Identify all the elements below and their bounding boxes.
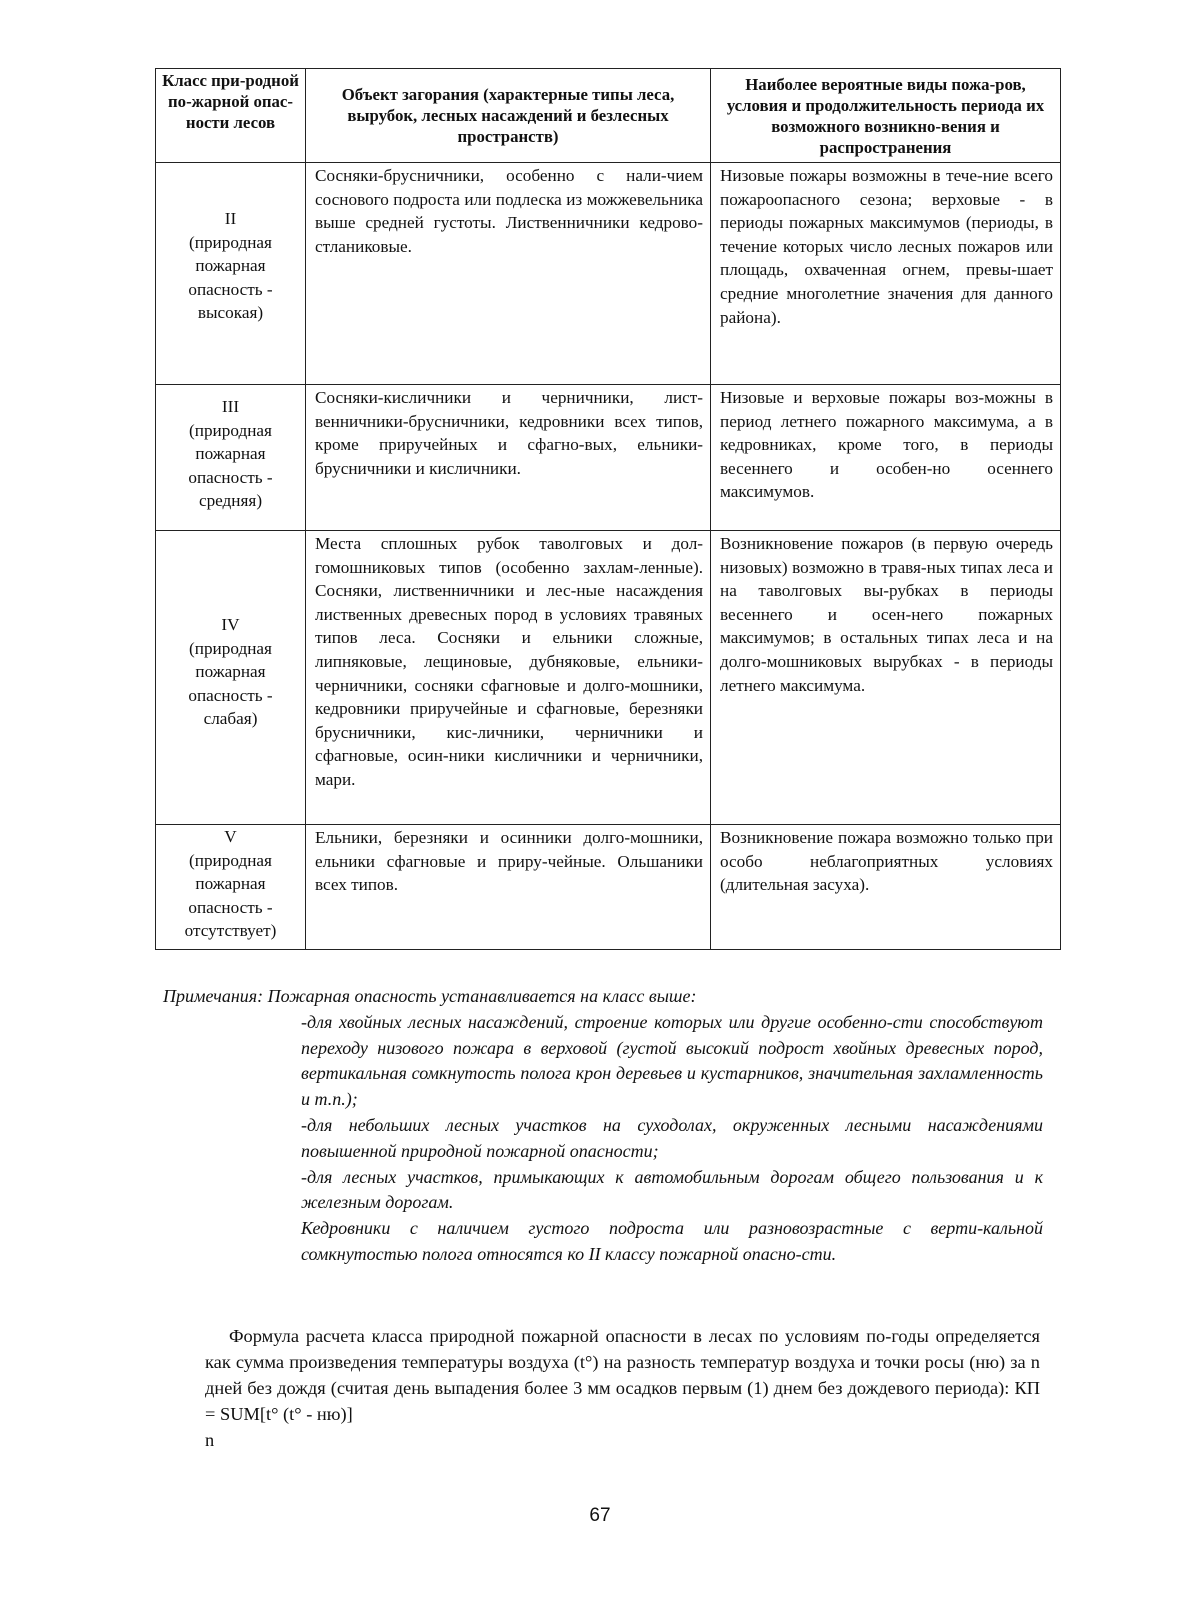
notes-block xyxy=(163,984,1043,1268)
class-desc-line: опасность - xyxy=(188,279,273,299)
table-row xyxy=(156,531,1061,825)
header-object: Объект загорания (характерные типы леса, вырубок, лесных насаждений и безлесных пространств) xyxy=(306,69,711,163)
class-numeral: II xyxy=(224,209,237,228)
class-cell xyxy=(156,385,306,531)
formula-text: Формула расчета класса природной пожарной опасности в лесах по условиям по-годы определяется как сумма произведения температуры воздуха (t°) на разность температур воздуха и точки росы (ню) за n дней без дождя (считая день выпадения более 3 мм осадков первым (1) днем без дождевого периода): КП = SUM[t° (t° - ню)] xyxy=(205,1326,1040,1424)
class-desc-line: пожарная xyxy=(195,874,266,894)
class-desc-line: пожарная xyxy=(195,662,266,682)
note-item: -для небольших лесных участков на суходолах, окруженных лесными насаждениями повышенной природной пожарной опасности; xyxy=(301,1114,1043,1161)
class-desc-line: пожарная xyxy=(195,256,266,276)
fires-cell: Возникновение пожаров (в первую очередь низовых) возможно в травя-ных типах леса и на таволговых вы-рубках в периоды весеннего и осен-него пожарных максимумов; в остальных типах леса и на долго-мошниковых вырубках - в периоды летнего максимума. xyxy=(711,531,1061,825)
object-cell: Места сплошных рубок таволговых и дол-гомошниковых типов (особенно захлам-ленные). Сосняки, лиственничники и лес-ные насаждения лиственных древесных пород в условиях травяных типов леса. Сосняки и ельники сложные, липняковые, лещиновые, дубняковые, ельники-черничники, сосняки сфагновые и долго-мошники, кедровники приручейные и сфагновые, березняки брусничники, кис-личники, черничники и сфагновые, осин-ники кисличники и черничники, мари. xyxy=(306,531,711,825)
class-cell xyxy=(156,531,306,825)
class-cell xyxy=(156,163,306,385)
note-item: Кедровники с наличием густого подроста или разновозрастные с верти-кальной сомкнутостью полога относятся ко II классу пожарной опасно-сти. xyxy=(301,1218,1043,1264)
note-item: -для лесных участков, примыкающих к автомобильным дорогам общего пользования и к железным дорогам. xyxy=(301,1166,1043,1213)
fires-cell: Низовые пожары возможны в тече-ние всего пожароопасного сезона; верховые - в периоды пожарных максимумов (периоды, в течение которых число лесных пожаров или площадь, охваченная огнем, превы-шает средние многолетние значения для данного района). xyxy=(711,163,1061,385)
fire-danger-table xyxy=(155,68,1061,950)
fires-cell: Низовые и верховые пожары воз-можны в период летнего пожарного максимума, а в кедровниках, кроме того, в периоды весеннего и особен-но осеннего максимумов. xyxy=(711,385,1061,531)
class-desc-line: (природная xyxy=(189,420,272,440)
class-desc-line: средняя) xyxy=(198,491,263,511)
formula-subscript: n xyxy=(205,1430,215,1450)
notes-heading: Примечания: Пожарная опасность устанавливается на класс выше: xyxy=(163,986,697,1006)
class-desc-line: (природная xyxy=(189,638,272,658)
table-header-row xyxy=(156,69,1061,163)
table-row xyxy=(156,163,1061,385)
class-desc-line: пожарная xyxy=(195,444,266,464)
class-desc-line: слабая) xyxy=(203,709,258,729)
note-item: -для хвойных лесных насаждений, строение которых или другие особенно-сти способствуют переходу низового пожара в верховой (густой высокий подрост хвойных древесных пород, вертикальная сомкнутость полога крон деревьев и кустарников, значительная захламленность и т.п.); xyxy=(301,1011,1043,1110)
class-cell xyxy=(156,825,306,950)
fires-cell: Возникновение пожара возможно только при особо неблагоприятных условиях (длительная засуха). xyxy=(711,825,1061,950)
class-numeral: IV xyxy=(221,615,240,634)
object-cell: Сосняки-кисличники и черничники, лист-венничники-брусничники, кедровники всех типов, кроме приручейных и сфагно-вых, ельники- брусничники и кисличники. xyxy=(306,385,711,531)
class-desc-line: опасность - xyxy=(188,897,273,917)
table-row xyxy=(156,825,1061,950)
class-desc-line: (природная xyxy=(189,232,272,252)
header-class: Класс при-родной по-жарной опас-ности лесов xyxy=(156,69,306,163)
object-cell: Ельники, березняки и осинники долго-мошники, ельники сфагновые и приру-чейные. Ольшаники всех типов. xyxy=(306,825,711,950)
formula-paragraph xyxy=(205,1323,1040,1453)
class-desc-line: высокая) xyxy=(197,303,264,323)
class-numeral: V xyxy=(224,827,237,846)
class-desc-line: опасность - xyxy=(188,467,273,487)
class-desc-line: опасность - xyxy=(188,685,273,705)
object-cell: Сосняки-брусничники, особенно с нали-чием соснового подроста или подлеска из можжевельника выше средней густоты. Лиственничники кедрово- стланиковые. xyxy=(306,163,711,385)
class-desc-line: (природная xyxy=(189,850,272,870)
class-desc-line: отсутствует) xyxy=(184,921,277,941)
table-row xyxy=(156,385,1061,531)
class-numeral: III xyxy=(221,397,240,416)
header-fires: Наиболее вероятные виды пожа-ров, условия и продолжительность периода их возможного возникно-вения и распространения xyxy=(711,69,1061,163)
page-number: 67 xyxy=(589,1505,611,1526)
